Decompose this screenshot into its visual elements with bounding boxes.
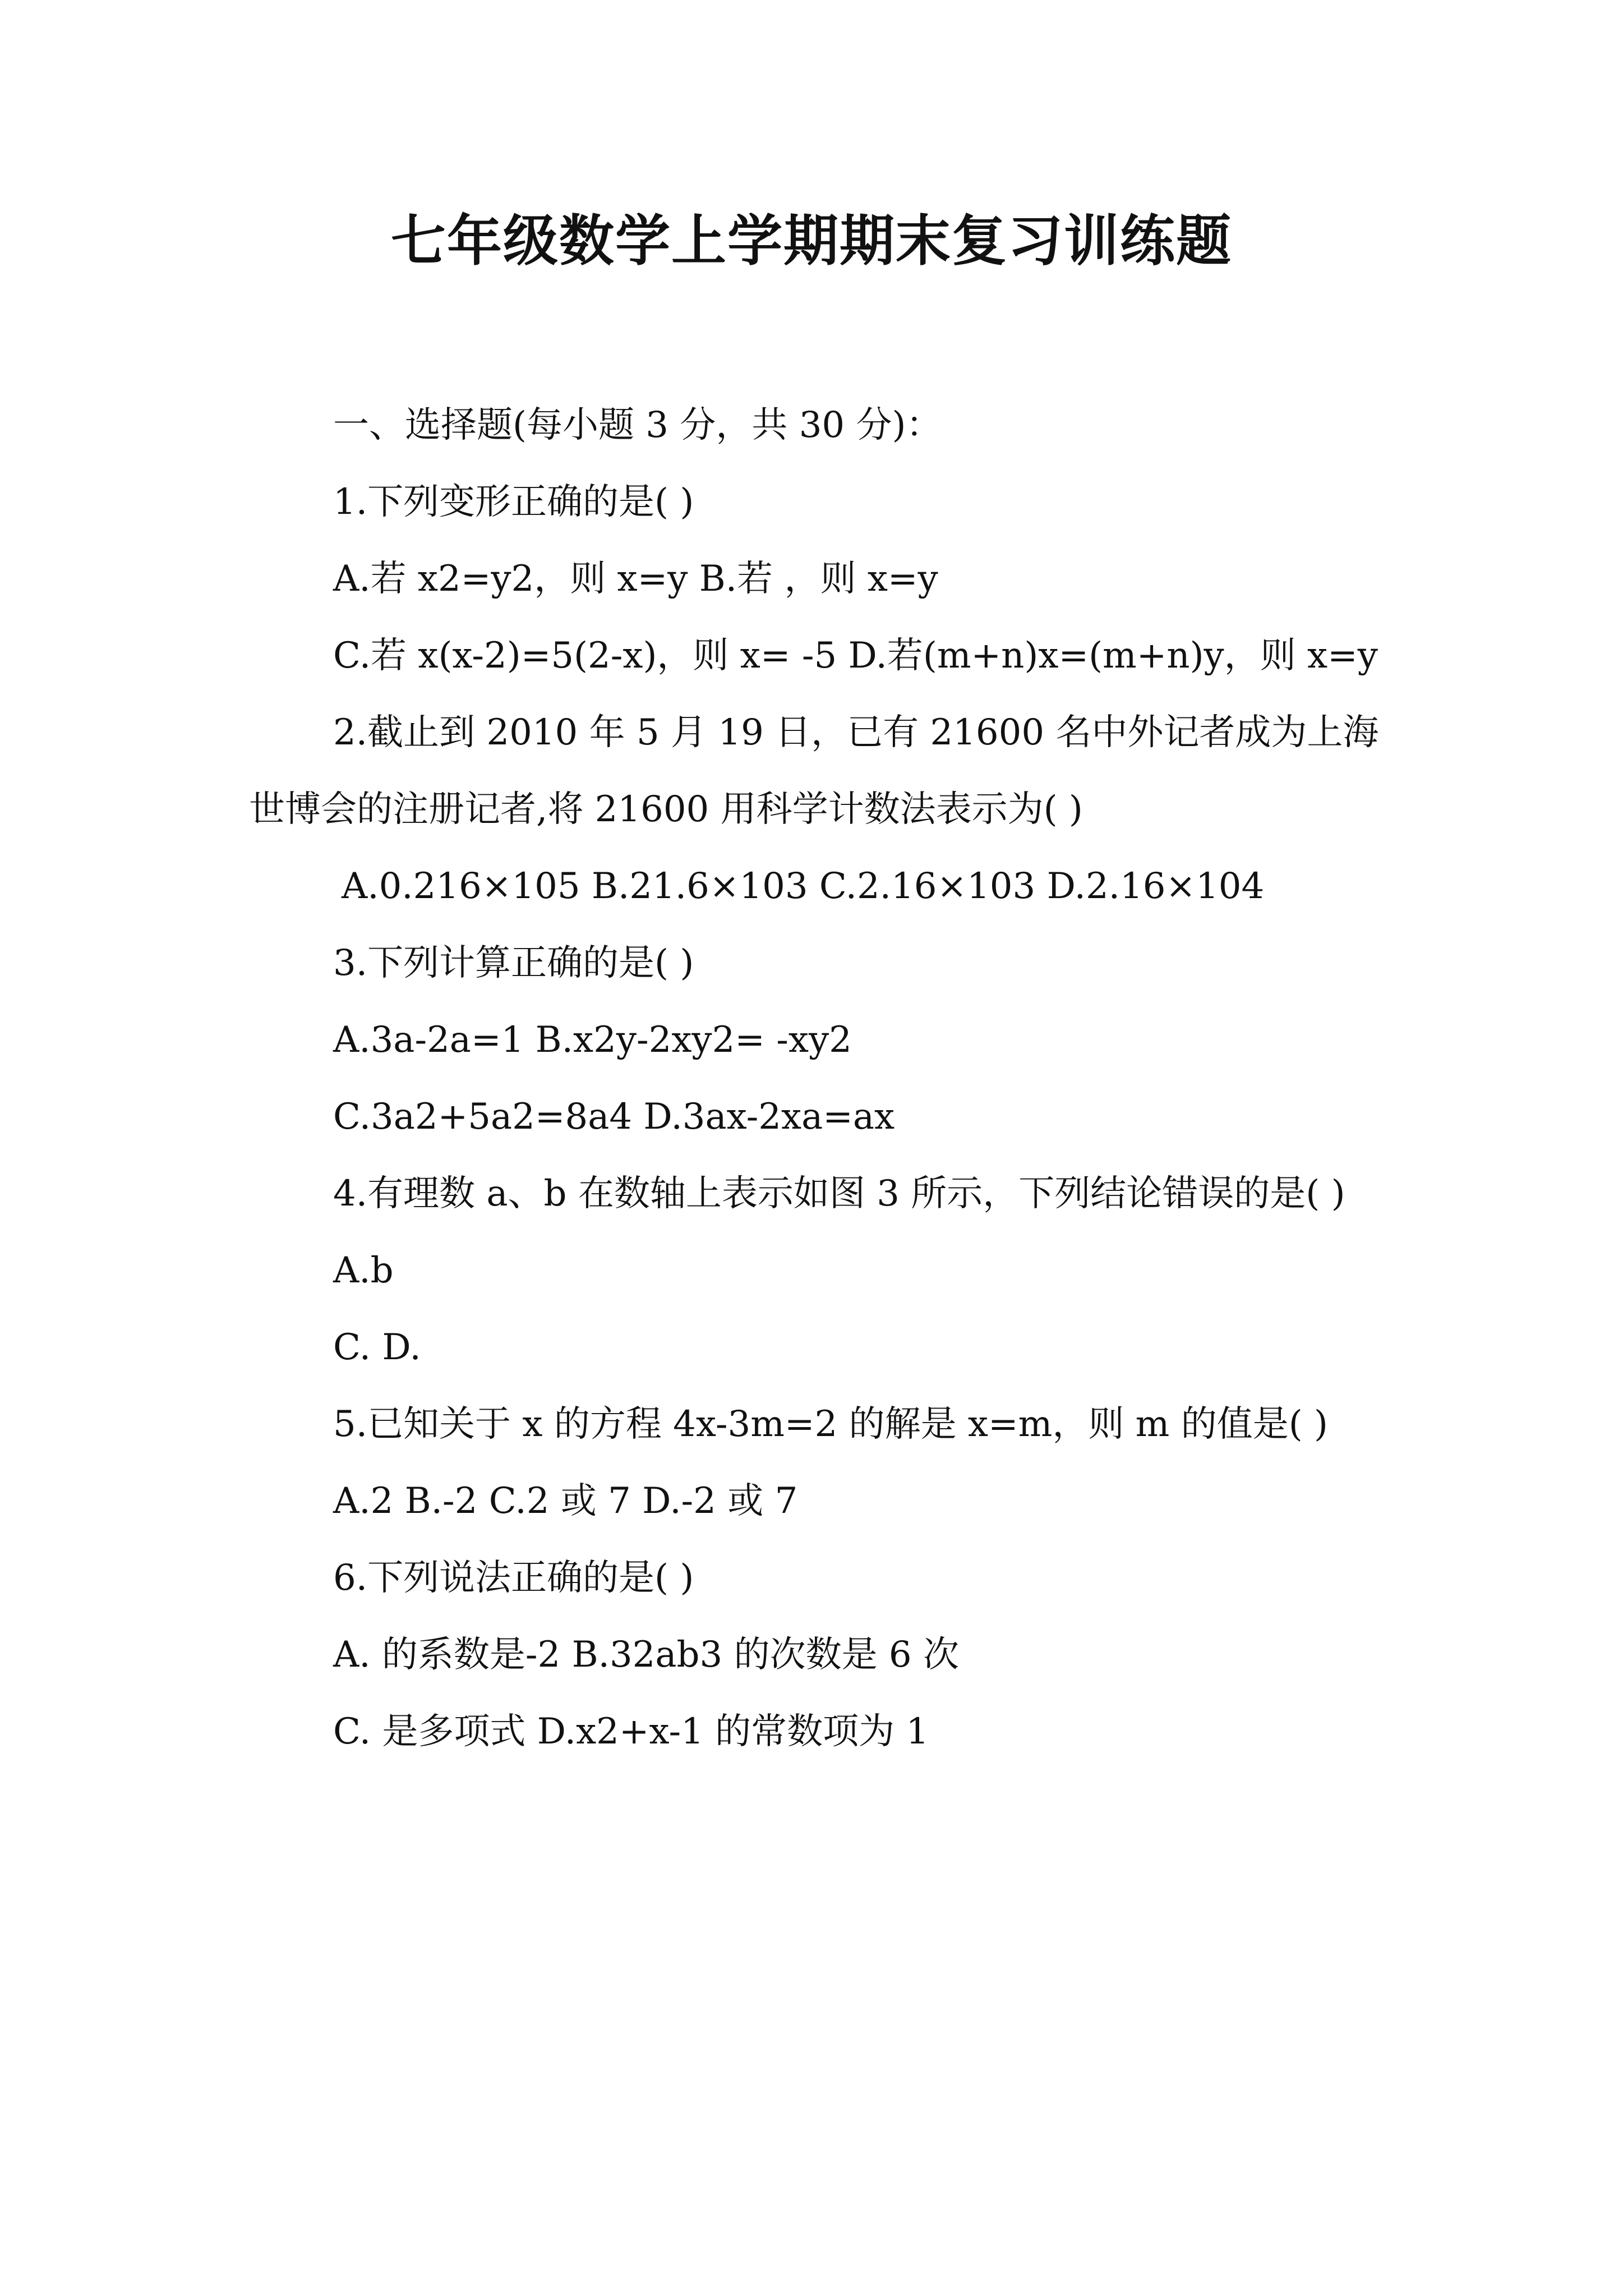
question-4-options-ab: A.b [333, 1250, 394, 1291]
document-body [249, 387, 1389, 1770]
question-2-options: A.0.216×105 B.21.6×103 C.2.16×103 D.2.16×104 [342, 866, 1265, 907]
section-heading: 一、选择题(每小题 3 分，共 30 分)： [333, 404, 942, 446]
question-3-options-cd: C.3a2+5a2=8a4 D.3ax-2xa=ax [333, 1096, 895, 1138]
question-5: 5.已知关于 x 的方程 4x-3m=2 的解是 x=m，则 m 的值是( ) [333, 1404, 1328, 1445]
question-6-options-cd: C. 是多项式 D.x2+x-1 的常数项为 1 [333, 1711, 929, 1752]
question-1: 1.下列变形正确的是( ) [333, 481, 694, 523]
question-6-options-ab: A. 的系数是-2 B.32ab3 的次数是 6 次 [333, 1634, 959, 1676]
question-3-options-ab: A.3a-2a=1 B.x2y-2xy2= -xy2 [333, 1019, 852, 1061]
question-4: 4.有理数 a、b 在数轴上表示如图 3 所示，下列结论错误的是( ) [333, 1173, 1345, 1214]
question-6: 6.下列说法正确的是( ) [333, 1557, 694, 1599]
question-1-options-cd: C.若 x(x-2)=5(2-x)，则 x= -5 D.若(m+n)x=(m+n)y，则 x=y [333, 635, 1378, 677]
question-4-options-cd: C. D. [333, 1327, 421, 1368]
question-5-options: A.2 B.-2 C.2 或 7 D.-2 或 7 [333, 1480, 798, 1522]
question-2: 2.截止到 2010 年 5 月 19 日，已有 21600 名中外记者成为上海世博会的注册记者,将 21600 用科学计数法表示为( ) [249, 712, 1379, 830]
question-1-options-ab: A.若 x2=y2，则 x=y B.若 ，则 x=y [333, 558, 938, 600]
question-3: 3.下列计算正确的是( ) [333, 942, 694, 984]
document-title: 七年级数学上学期期末复习训练题 [390, 209, 1232, 273]
